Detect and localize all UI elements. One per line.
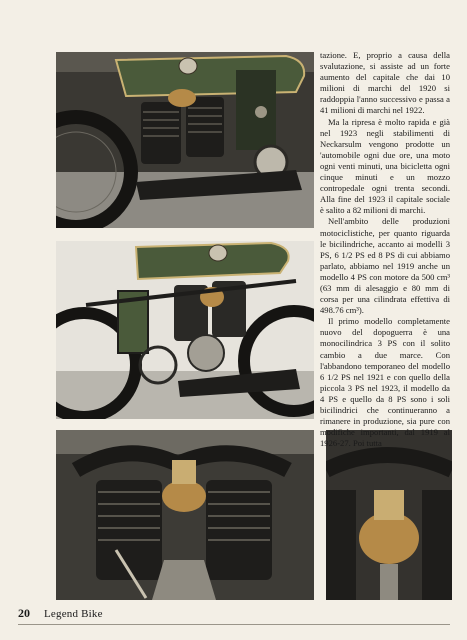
footer-rule	[18, 624, 450, 625]
carburettor-detail-photo	[326, 430, 452, 600]
motorcycle-photo-middle	[56, 241, 314, 419]
article-paragraph: Ma la ripresa è molto rapida e già nel 1923 negli stabilimenti di Neckarsulm vengono prodotte un 'automobile ogni due ore, una moto ogni venti minuti, una bicicletta ogni cinque minuti e un mozzo contropedale ogni trenta secondi. Alla fine del 1923 il capitale sociale è salito a 82 milioni di marchi.	[320, 116, 450, 216]
motorcycle-photo-top	[56, 52, 314, 228]
article-paragraph: Il primo modello completamente nuovo del dopoguerra è una monocilindrica 3 PS con il solito cambio a due marce. Con l'abbandono temporaneo del modello 6 1/2 PS nel 1921 e con quello della piccola 3 PS nel 1923, il modello da 4 PS e quello da 8 PS sono i soli bicilindrici che continueranno a rimanere in produzione, sia pure con modifiche importanti, dal 1919 al 1926-27. Poi tutta	[320, 316, 450, 449]
engine-detail-photo	[56, 430, 314, 600]
magazine-name: Legend Bike	[44, 608, 103, 620]
article-text-column	[320, 50, 450, 449]
article-paragraph: Nell'ambito delle produzioni motociclistiche, per quanto riguarda le bicilindriche, accanto ai modelli 3 PS, 6 1/2 PS ed 8 PS di cui abbiamo parlato, abbiamo nel 1919 anche un modello 4 PS con motore da 500 cm³ (63 mm di alesaggio e 80 mm di corsa per una cilindrata effettiva di 498.76 cm³).	[320, 216, 450, 316]
page-number: 20	[18, 606, 30, 620]
page-footer	[18, 606, 103, 622]
article-paragraph: tazione. E, proprio a causa della svalutazione, si assiste ad un forte aumento del capitale che dai 10 milioni di marchi del 1920 si raddoppia l'anno successivo e passa a 41 milioni di marchi nel 1922.	[320, 50, 450, 116]
